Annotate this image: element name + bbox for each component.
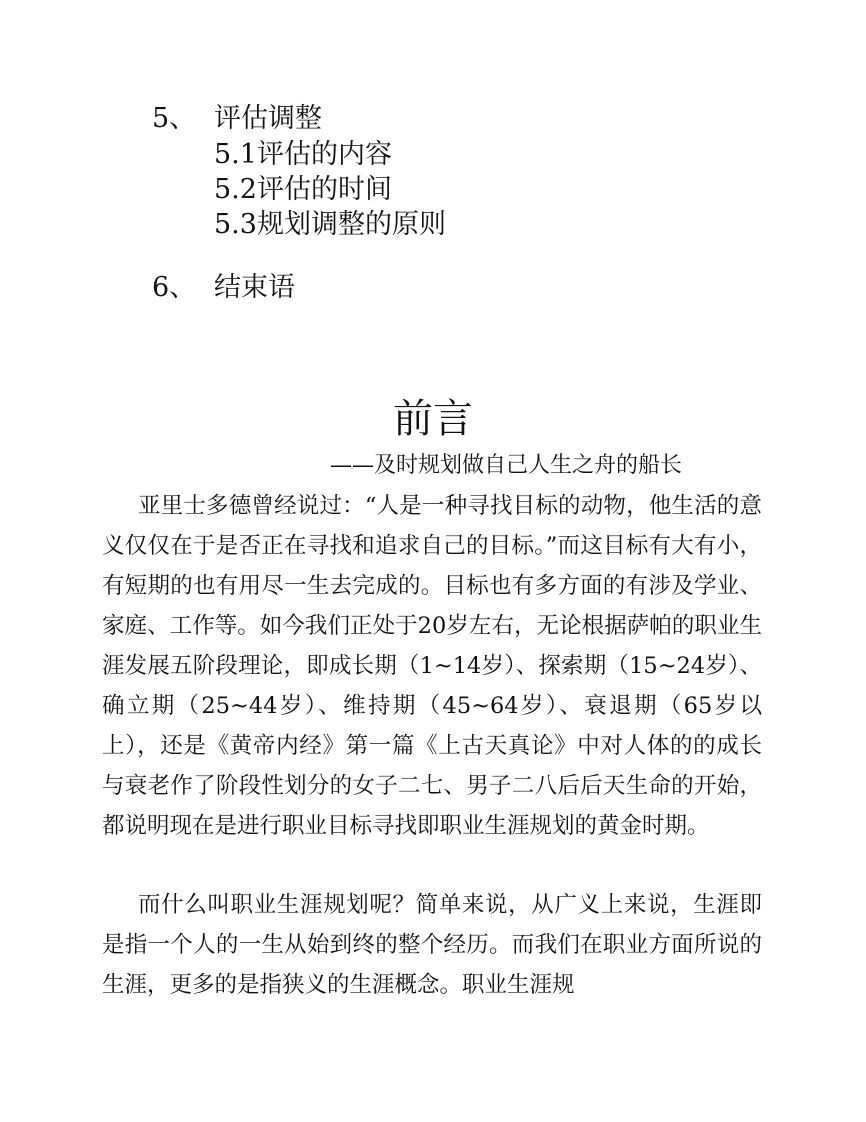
toc-section-number: 6、 [152, 272, 197, 303]
toc-subsection: 5.1评估的内容 [214, 139, 392, 170]
toc-section-5 [152, 102, 322, 136]
toc-section-title: 评估调整 [214, 103, 322, 134]
paragraph: 亚里士多德曾经说过：“人是一种寻找目标的动物，他生活的意义仅仅在于是否正在寻找和追求自己的目标。”而这目标有大有小，有短期的也有用尽一生去完成的。目标也有多方面的有涉及学业、家庭、工作等。如今我们正处于20岁左右，无论根据萨帕的职业生涯发展五阶段理论，即成长期（1~14岁）、探索期（15~24岁）、确立期（25~44岁）、维持期（45~64岁）、衰退期（65岁以上），还是《黄帝内经》第一篇《上古天真论》中对人体的的成长与衰老作了阶段性划分的女子二七、男子二八后后天生命的开始，都说明现在是进行职业目标寻找即职业生涯规划的黄金时期。 [102, 493, 762, 839]
toc-subsection: 5.3规划调整的原则 [214, 209, 446, 240]
toc-subsection: 5.2评估的时间 [214, 174, 392, 205]
toc-section-6 [152, 271, 295, 305]
page-title: 前言 [393, 396, 473, 442]
page-subtitle: ——及时规划做自己人生之舟的船长 [330, 453, 683, 478]
toc-section-number: 5、 [152, 103, 197, 134]
paragraph: 而什么叫职业生涯规划呢？简单来说，从广义上来说，生涯即是指一个人的一生从始到终的整个经历。而我们在职业方面所说的生涯，更多的是指狭义的生涯概念。职业生涯规 [102, 892, 762, 998]
toc-section-title: 结束语 [214, 272, 295, 303]
